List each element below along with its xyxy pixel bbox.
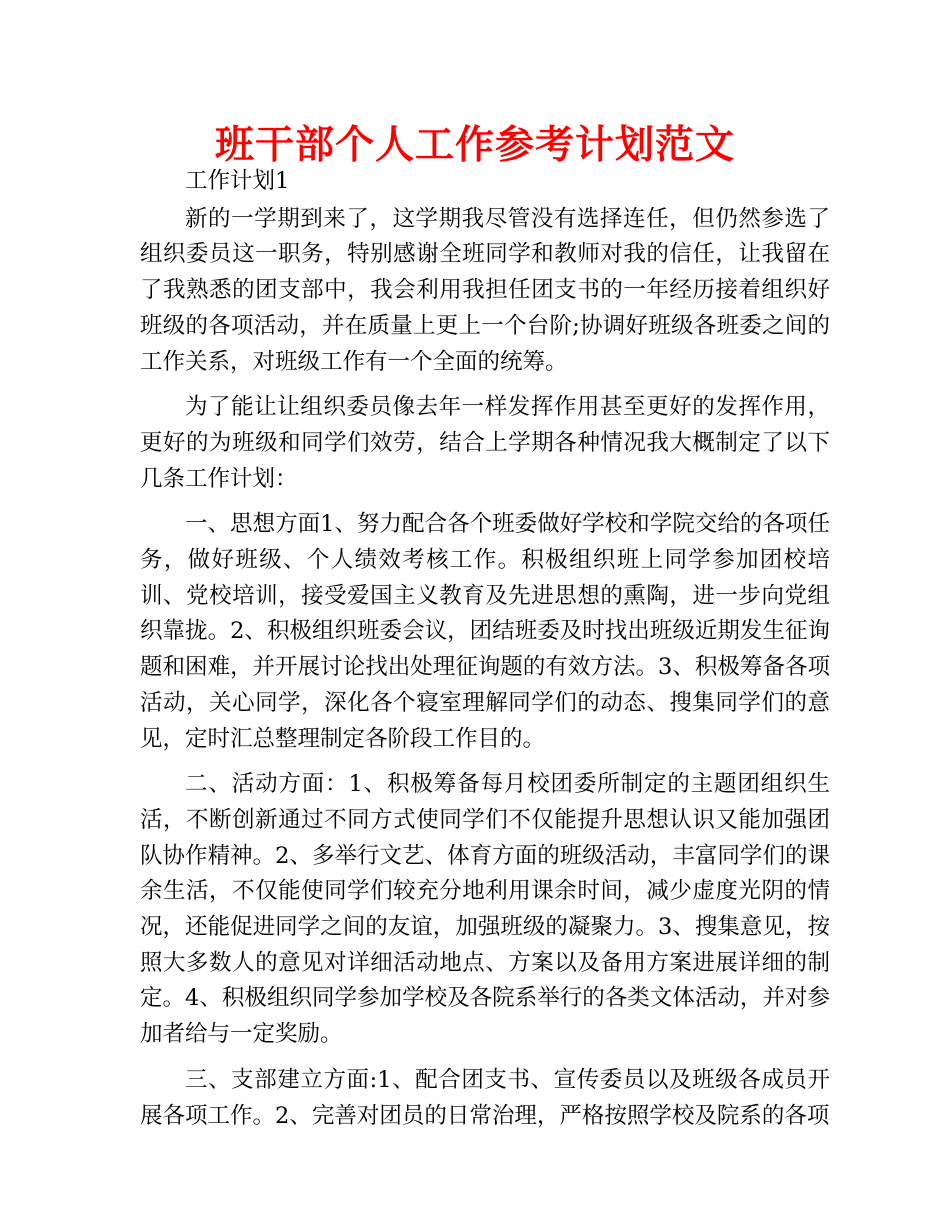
paragraph-purpose: 为了能让让组织委员像去年一样发挥作用甚至更好的发挥作用，更好的为班级和同学们效劳，结合上学期各种情况我大概制定了以下几条工作计划： xyxy=(140,394,830,492)
paragraph-intro: 新的一学期到来了，这学期我尽管没有选择连任，但仍然参选了组织委员这一职务，特别感谢全班同学和教师对我的信任，让我留在了我熟悉的团支部中，我会利用我担任团支书的一年经历接着组织好班级的各项活动，并在质量上更上一个台阶;协调好班级各班委之间的工作关系，对班级工作有一个全面的统筹。 xyxy=(140,205,830,375)
paragraph-branch: 三、支部建立方面:1、配合团支书、宣传委员以及班级各成员开展各项工作。2、完善对团员的日常治理，严格按照学校及院系的各项 xyxy=(140,1066,830,1129)
paragraph-thought: 一、思想方面1、努力配合各个班委做好学校和学院交给的各项任务，做好班级、个人绩效考核工作。积极组织班上同学参加团校培训、党校培训，接受爱国主义教育及先进思想的熏陶，进一步向党组织靠拢。2、积极组织班委会议，团结班委及时找出班级近期发生征询题和困难，并开展讨论找出处理征询题的有效方法。3、积极筹备各项活动，关心同学，深化各个寝室理解同学们的动态、搜集同学们的意见，定时汇总整理制定各阶段工作目的。 xyxy=(140,511,830,752)
paragraph-activity: 二、活动方面：1、积极筹备每月校团委所制定的主题团组织生活，不断创新通过不同方式使同学们不仅能提升思想认识又能加强团队协作精神。2、多举行文艺、体育方面的班级活动，丰富同学们的课余生活，不仅能使同学们较充分地利用课余时间，减少虚度光阴的情况，还能促进同学之间的友谊，加强班级的凝聚力。3、搜集意见，按照大多数人的意见对详细活动地点、方案以及备用方案进展详细的制定。4、积极组织同学参加学校及各院系举行的各类文体活动，并对参加者给与一定奖励。 xyxy=(140,771,830,1048)
section-heading: 工作计划1 xyxy=(185,168,290,194)
document-body xyxy=(140,164,830,1144)
document-title: 班干部个人工作参考计划范文 xyxy=(214,122,735,168)
